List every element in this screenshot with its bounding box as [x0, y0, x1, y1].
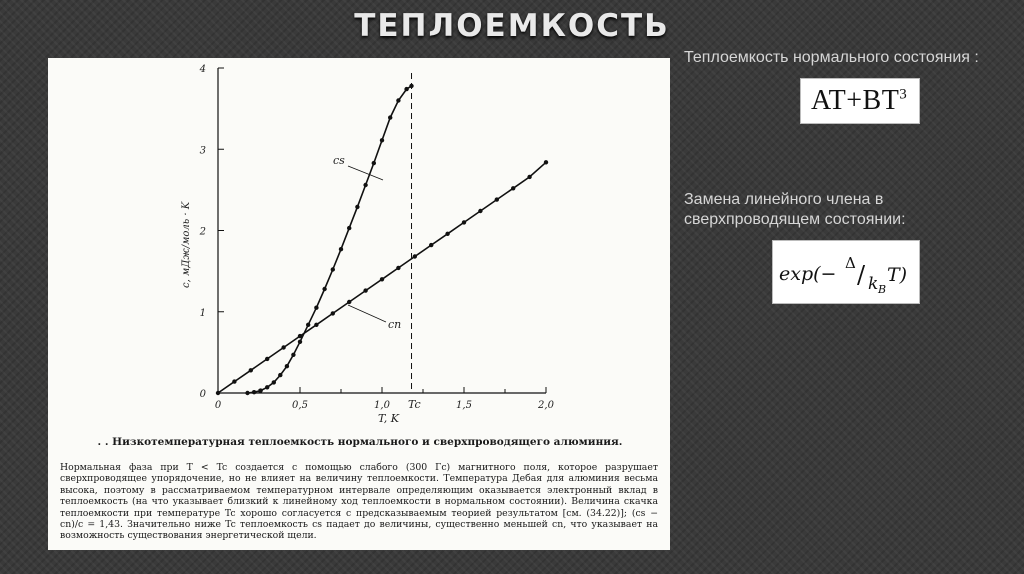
- data-point-cn: [478, 209, 482, 213]
- formula-k: k: [868, 274, 879, 294]
- data-point-cs: [258, 388, 262, 392]
- data-point-cs: [272, 380, 276, 384]
- normal-formula-text: [811, 85, 907, 117]
- x-tick-label: 0,5: [292, 400, 308, 411]
- formula-slash: /: [857, 261, 866, 289]
- superconducting-formula: [772, 240, 920, 304]
- data-point-cn: [396, 266, 400, 270]
- series-line-cs: [248, 86, 412, 393]
- data-point-cs: [409, 84, 413, 88]
- formula-prefix: exp(−: [779, 263, 837, 285]
- data-point-cs: [363, 183, 367, 187]
- normal-formula-exp: 3: [899, 86, 908, 103]
- data-point-cn: [511, 186, 515, 190]
- x-axis-label: T, K: [378, 412, 399, 425]
- x-tick-label: 1,5: [456, 400, 472, 411]
- data-point-cs: [245, 391, 249, 395]
- y-tick-label: 2: [199, 226, 206, 238]
- data-point-cs: [380, 138, 384, 142]
- chart-axes: [218, 68, 546, 393]
- normal-state-text: Теплоемкость нормального состояния :: [684, 49, 979, 66]
- leader-cs: [348, 166, 383, 180]
- normal-formula: [800, 78, 920, 124]
- data-point-cs: [291, 353, 295, 357]
- data-point-cn: [462, 220, 466, 224]
- x-tick-label: 2,0: [538, 400, 554, 411]
- data-point-cn: [527, 175, 531, 179]
- data-point-cn: [544, 160, 548, 164]
- chart-series: [216, 84, 548, 396]
- data-point-cs: [322, 287, 326, 291]
- y-axis-label: c, мДж/моль · K: [181, 201, 192, 288]
- formula-tail: T): [887, 264, 908, 286]
- data-point-cn: [445, 232, 449, 236]
- y-tick-label: 4: [199, 64, 206, 75]
- heat-capacity-chart: [48, 58, 670, 438]
- data-point-cs: [278, 373, 282, 377]
- tc-label: Tc: [408, 398, 421, 411]
- data-point-cn: [429, 243, 433, 247]
- data-point-cn: [249, 368, 253, 372]
- leader-cn: [348, 305, 386, 322]
- data-point-cs: [306, 323, 310, 327]
- data-point-cn: [265, 357, 269, 361]
- data-point-cs: [404, 87, 408, 91]
- series-label-cs: cs: [333, 154, 345, 167]
- data-point-cs: [265, 385, 269, 389]
- data-point-cs: [388, 115, 392, 119]
- data-point-cs: [252, 390, 256, 394]
- normal-formula-base: AT+BT: [811, 85, 900, 116]
- data-point-cn: [232, 379, 236, 383]
- series-label-cn: cn: [388, 318, 402, 331]
- data-point-cs: [372, 161, 376, 165]
- data-point-cs: [285, 364, 289, 368]
- data-point-cs: [347, 226, 351, 230]
- data-point-cn: [363, 288, 367, 292]
- data-point-cn: [380, 277, 384, 281]
- data-point-cs: [298, 340, 302, 344]
- data-point-cn: [281, 345, 285, 349]
- superconducting-text: Замена линейного члена в сверхпроводящем состоянии:: [684, 191, 906, 228]
- data-point-cs: [396, 98, 400, 102]
- data-point-cn: [347, 300, 351, 304]
- data-point-cs: [331, 267, 335, 271]
- data-point-cn: [216, 391, 220, 395]
- slide-title: ТЕПЛОЕМКОСТЬ: [354, 8, 670, 44]
- data-point-cs: [355, 205, 359, 209]
- data-point-cn: [413, 254, 417, 258]
- figure-description: Нормальная фаза при T < Tc создается с помощью слабого (300 Гс) магнитного поля, которое разрушает сверхпроводящее упорядочение, но не влияет на величину теплоемкости. Температура Дебая для алюминия весьма высока, поэтому в рассматриваемом температурном интервале определяющим оказывается электронный вклад в теплоемкость (на что указывает близкий к линейному ход теплоемкости в нормальном состоянии). Величина скачка теплоемкости при температуре Tc хорошо согласуется с предсказываемым теорией результатом [см. (34.22)]; (cs − cn)/c = 1,43. Значительно ниже Tc теплоемкость cs падает до величины, существенно меньшей cn, что указывает на возможность существования энергетической щели.: [60, 462, 658, 542]
- x-tick-label: 1,0: [374, 400, 390, 411]
- data-point-cn: [331, 311, 335, 315]
- formula-k-sub: B: [878, 283, 887, 296]
- figure-caption: . . Низкотемпературная теплоемкость нормального и сверхпроводящего алюминия.: [97, 436, 623, 448]
- chart-ticks: [199, 64, 555, 411]
- data-point-cn: [495, 197, 499, 201]
- data-point-cn: [314, 323, 318, 327]
- x-tick-label: 0: [214, 400, 222, 411]
- data-point-cs: [314, 306, 318, 310]
- data-point-cs: [339, 247, 343, 251]
- y-tick-label: 0: [199, 389, 206, 400]
- scanned-figure: [48, 58, 670, 550]
- formula-delta: Δ: [845, 254, 856, 272]
- y-tick-label: 1: [199, 307, 206, 319]
- y-tick-label: 3: [199, 145, 206, 157]
